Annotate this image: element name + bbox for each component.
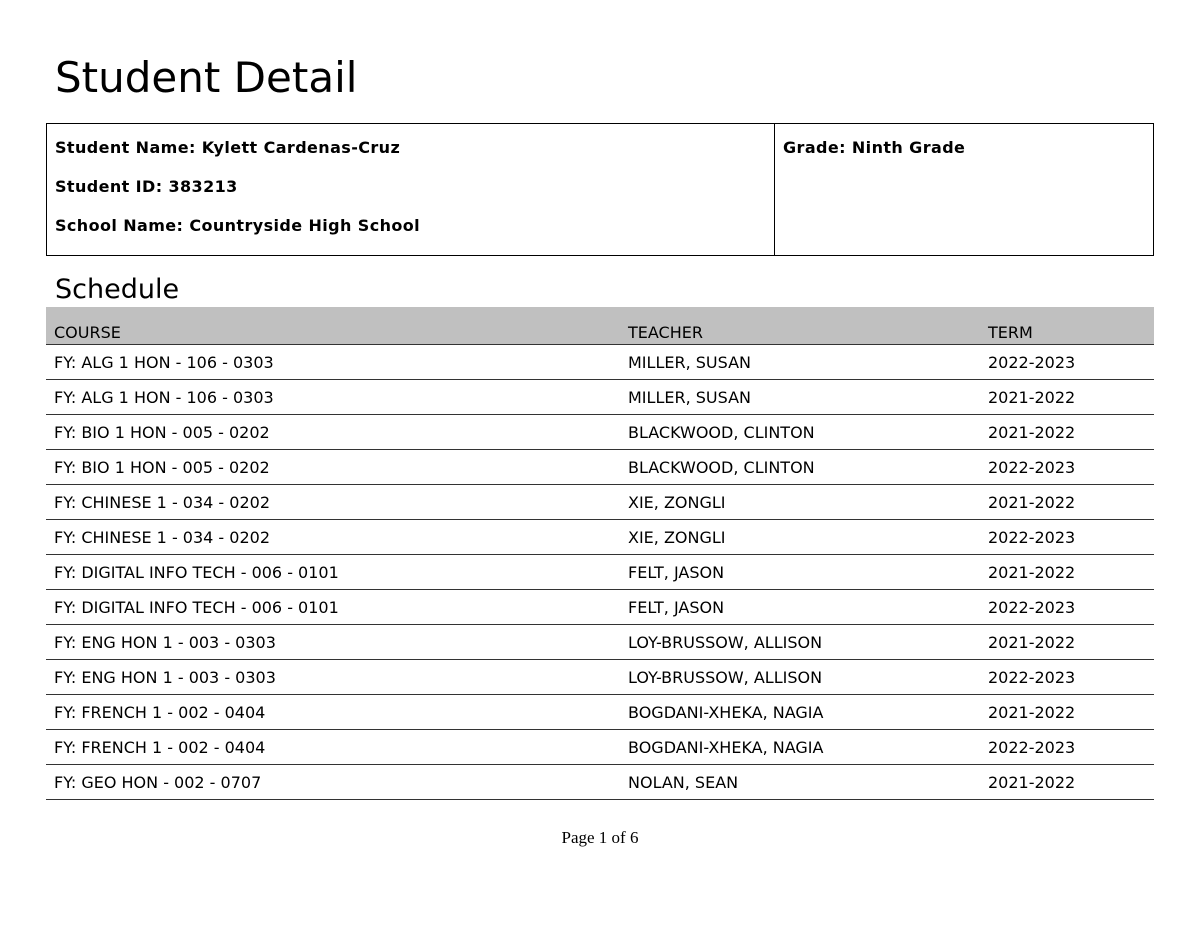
cell-term: 2022-2023 [988, 352, 1076, 372]
schedule-title: Schedule [55, 274, 180, 305]
cell-course: FY: DIGITAL INFO TECH - 006 - 0101 [54, 562, 339, 582]
cell-term: 2022-2023 [988, 597, 1076, 617]
cell-course: FY: DIGITAL INFO TECH - 006 - 0101 [54, 597, 339, 617]
cell-teacher: XIE, ZONGLI [628, 492, 726, 512]
table-row [46, 380, 1154, 415]
column-header-teacher: TEACHER [628, 323, 703, 342]
cell-teacher: LOY-BRUSSOW, ALLISON [628, 632, 823, 652]
column-header-term: TERM [988, 323, 1033, 342]
cell-term: 2021-2022 [988, 387, 1076, 407]
cell-teacher: BLACKWOOD, CLINTON [628, 422, 815, 442]
page-title: Student Detail [55, 53, 358, 102]
table-row [46, 450, 1154, 485]
cell-term: 2021-2022 [988, 772, 1076, 792]
table-row [46, 730, 1154, 765]
page-number: Page 1 of 6 [561, 828, 639, 847]
cell-term: 2021-2022 [988, 702, 1076, 722]
cell-teacher: NOLAN, SEAN [628, 772, 739, 792]
table-row [46, 695, 1154, 730]
cell-term: 2022-2023 [988, 737, 1076, 757]
cell-teacher: FELT, JASON [628, 562, 725, 582]
student-info-left [47, 124, 775, 255]
cell-term: 2021-2022 [988, 492, 1076, 512]
cell-course: FY: ALG 1 HON - 106 - 0303 [54, 387, 274, 407]
column-header-course: COURSE [54, 323, 121, 342]
cell-term: 2021-2022 [988, 632, 1076, 652]
table-row [46, 765, 1154, 800]
cell-term: 2021-2022 [988, 422, 1076, 442]
cell-course: FY: FRENCH 1 - 002 - 0404 [54, 737, 266, 757]
table-row [46, 520, 1154, 555]
cell-course: FY: ENG HON 1 - 003 - 0303 [54, 667, 276, 687]
table-row [46, 345, 1154, 380]
cell-course: FY: ENG HON 1 - 003 - 0303 [54, 632, 276, 652]
cell-course: FY: CHINESE 1 - 034 - 0202 [54, 527, 271, 547]
cell-teacher: FELT, JASON [628, 597, 725, 617]
cell-term: 2022-2023 [988, 457, 1076, 477]
cell-term: 2021-2022 [988, 562, 1076, 582]
cell-teacher: BLACKWOOD, CLINTON [628, 457, 815, 477]
table-row [46, 485, 1154, 520]
cell-term: 2022-2023 [988, 667, 1076, 687]
cell-teacher: BOGDANI-XHEKA, NAGIA [628, 702, 824, 722]
student-id: Student ID: 383213 [55, 177, 238, 196]
cell-term: 2022-2023 [988, 527, 1076, 547]
cell-course: FY: ALG 1 HON - 106 - 0303 [54, 352, 274, 372]
table-row [46, 415, 1154, 450]
cell-course: FY: GEO HON - 002 - 0707 [54, 772, 262, 792]
table-row [46, 660, 1154, 695]
school-name: School Name: Countryside High School [55, 216, 421, 235]
student-grade: Grade: Ninth Grade [783, 138, 966, 157]
cell-course: FY: CHINESE 1 - 034 - 0202 [54, 492, 271, 512]
student-info-box [46, 123, 1154, 256]
student-name: Student Name: Kylett Cardenas-Cruz [55, 138, 401, 157]
cell-course: FY: FRENCH 1 - 002 - 0404 [54, 702, 266, 722]
cell-teacher: LOY-BRUSSOW, ALLISON [628, 667, 823, 687]
cell-teacher: MILLER, SUSAN [628, 352, 751, 372]
schedule-table-body [46, 345, 1154, 800]
schedule-table-header [46, 307, 1154, 345]
cell-course: FY: BIO 1 HON - 005 - 0202 [54, 457, 270, 477]
schedule-table [46, 307, 1154, 800]
table-row [46, 590, 1154, 625]
student-info-right [775, 124, 1153, 255]
table-row [46, 555, 1154, 590]
cell-teacher: BOGDANI-XHEKA, NAGIA [628, 737, 824, 757]
cell-teacher: XIE, ZONGLI [628, 527, 726, 547]
table-row [46, 625, 1154, 660]
cell-teacher: MILLER, SUSAN [628, 387, 751, 407]
cell-course: FY: BIO 1 HON - 005 - 0202 [54, 422, 270, 442]
